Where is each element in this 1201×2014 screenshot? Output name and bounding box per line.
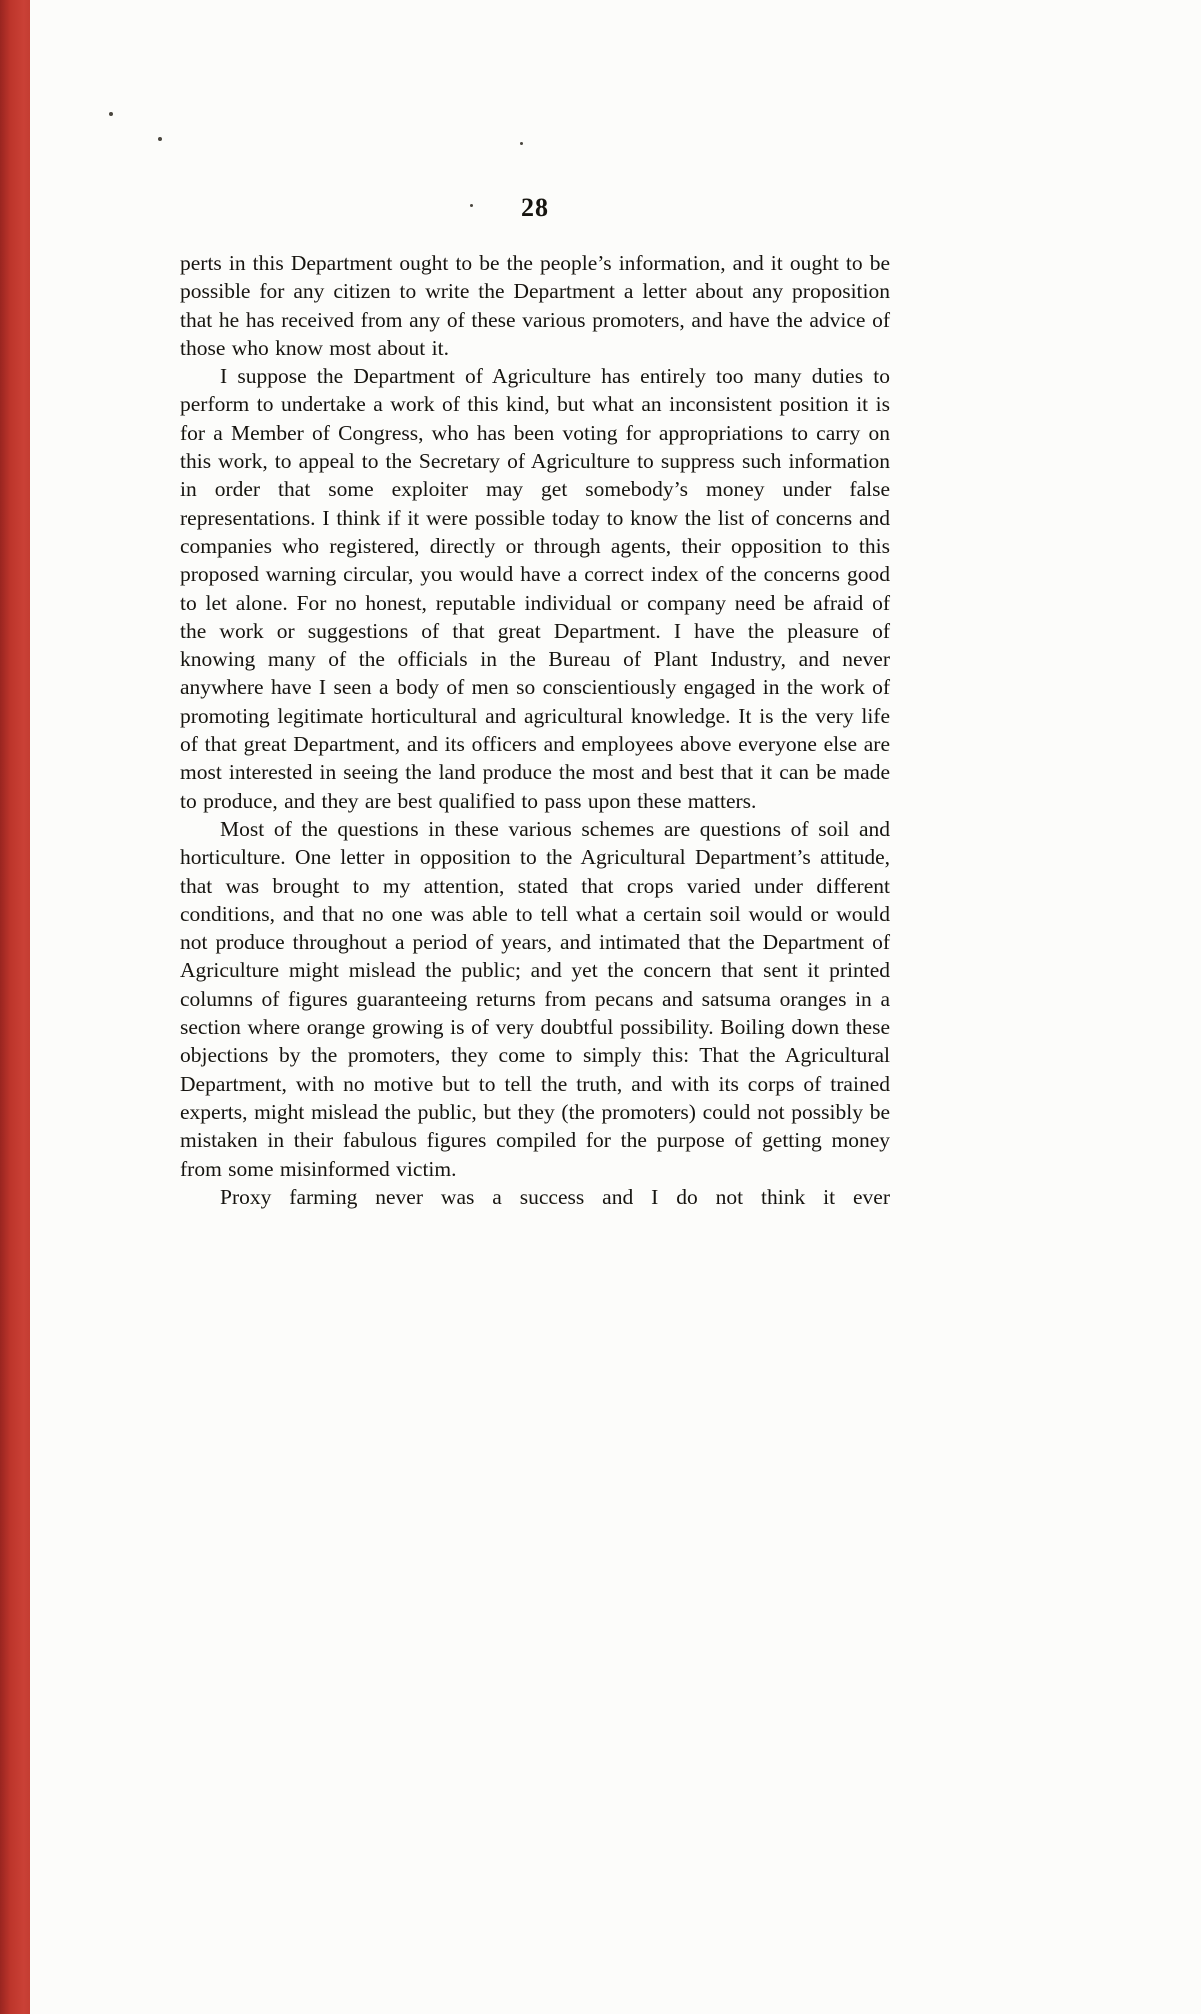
- paragraph-continuation: perts in this Department ought to be the people’s information, and it ought to be possible for any citizen to write the Department a letter about any proposition that he has received from any of these various promoters, and have the advice of those who know most about it.: [180, 251, 890, 360]
- paragraph: I suppose the Department of Agriculture has entirely too many duties to perform to undertake a work of this kind, but what an inconsistent position it is for a Member of Congress, who has been voting for appropriations to carry on this work, to appeal to the Secretary of Agriculture to suppress such information in order that some exploiter may get somebody’s money under false representations. I think if it were possible today to know the list of concerns and companies who registered, directly or through agents, their opposition to this proposed warning circular, you would have a correct index of the concerns good to let alone. For no honest, reputable individual or company need be afraid of the work or suggestions of that great Department. I have the pleasure of knowing many of the officials in the Bureau of Plant Industry, and never anywhere have I seen a body of men so conscientiously engaged in the work of promoting legitimate horticultural and agricultural knowledge. It is the very life of that great Department, and its officers and employees above everyone else are most interested in seeing the land produce the most and best that it can be made to produce, and they are best qualified to pass upon these matters.: [180, 364, 890, 813]
- paragraph: Most of the questions in these various schemes are questions of soil and horticulture. One letter in opposition to the Agricultural Department’s attitude, that was brought to my attention, stated that crops varied under different conditions, and that no one was able to tell what a certain soil would or would not produce throughout a period of years, and intimated that the Department of Agriculture might mislead the public; and yet the concern that sent it printed columns of figures guaranteeing returns from pecans and satsuma oranges in a section where orange growing is of very doubtful possibility. Boiling down these objections by the promoters, they come to simply this: That the Agricultural Department, with no motive but to tell the truth, and with its corps of trained experts, might mislead the public, but they (the promoters) could not possibly be mistaken in their fabulous figures compiled for the purpose of getting money from some misinformed victim.: [180, 816, 890, 1181]
- paragraph-partial: Proxy farming never was a success and I do not think it ever: [220, 1184, 890, 1209]
- page-number: 28: [521, 193, 549, 222]
- scan-speck: [158, 137, 162, 141]
- scan-speck: [109, 112, 113, 116]
- text-block: [180, 193, 890, 1211]
- book-spine-edge: [0, 0, 30, 2014]
- scan-speck: [520, 142, 523, 145]
